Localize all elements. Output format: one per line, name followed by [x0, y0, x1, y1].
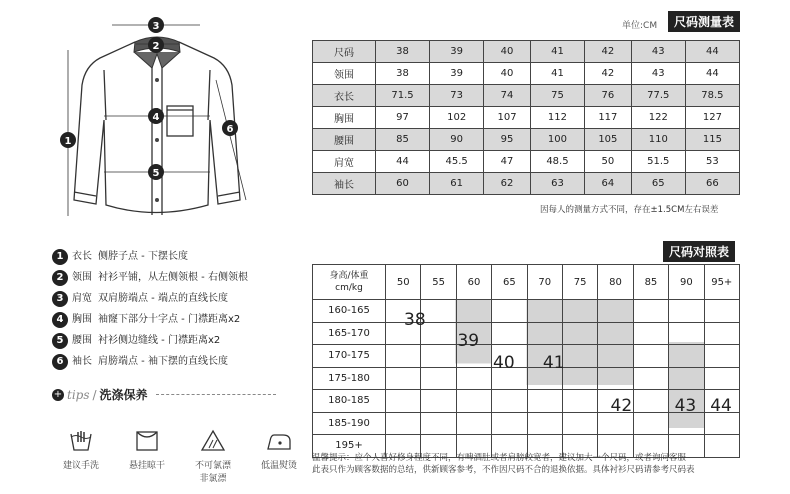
- cell: 61: [430, 173, 484, 195]
- height-label: 165-170: [313, 322, 386, 345]
- legend-item: [52, 351, 248, 372]
- size-cell: [704, 322, 739, 345]
- size-cell: [421, 390, 456, 413]
- size-label: 41: [542, 352, 565, 373]
- size-cell: [633, 367, 668, 390]
- care-label: 悬挂晾干: [128, 461, 165, 471]
- number-badge: 6: [52, 354, 68, 370]
- tips-sep: /: [92, 387, 97, 402]
- number-badge: 1: [52, 249, 68, 265]
- size-cell: [386, 367, 421, 390]
- cell: 71.5: [376, 85, 430, 107]
- cell: 64: [585, 173, 632, 195]
- care-item: [256, 428, 302, 484]
- number-badge: 2: [52, 270, 68, 286]
- cell: 42: [585, 41, 632, 63]
- size-cell: [421, 300, 456, 323]
- legend-desc: 双肩膀端点 - 端点的直线长度: [98, 293, 228, 304]
- corner-line1: 身高/体重: [329, 271, 369, 281]
- legend-desc: 袖窿下部分十字点 - 门襟距离x2: [98, 314, 241, 325]
- size-cell: [633, 390, 668, 413]
- care-label: 低温熨烫: [260, 461, 297, 471]
- row-label: 胸围: [313, 107, 376, 129]
- measure-row: [313, 107, 740, 129]
- hang-dry-icon: [134, 428, 160, 458]
- cell: 39: [430, 63, 484, 85]
- legend-name: 肩宽: [72, 293, 92, 304]
- row-label: 腰围: [313, 129, 376, 151]
- row-label: 衣长: [313, 85, 376, 107]
- unit-label: 单位:CM: [622, 21, 658, 31]
- size-cell: [492, 300, 527, 323]
- size-cell: [386, 345, 421, 368]
- size-cell: [421, 412, 456, 435]
- marker-4: 4: [152, 112, 160, 123]
- cell: 41: [530, 41, 584, 63]
- legend-name: 腰围: [72, 335, 92, 346]
- size-cell: [633, 345, 668, 368]
- size-cell: [562, 300, 597, 323]
- care-label: 建议手洗: [62, 461, 99, 471]
- size-cell: [456, 300, 491, 323]
- size-cell: [669, 300, 704, 323]
- weight-header: 50: [386, 265, 421, 300]
- size-cell: [527, 322, 562, 345]
- weight-header: 95+: [704, 265, 739, 300]
- size-cell: [421, 345, 456, 368]
- measure-row: [313, 173, 740, 195]
- size-cell: [492, 390, 527, 413]
- weight-header: 90: [669, 265, 704, 300]
- low-iron-icon: [266, 428, 292, 458]
- size-cell: [633, 322, 668, 345]
- size-cell: [421, 322, 456, 345]
- legend-item: [52, 309, 248, 330]
- measure-row: [313, 41, 740, 63]
- legend-desc: 肩膀端点 - 袖下摆的直线长度: [98, 356, 228, 367]
- cell: 78.5: [685, 85, 739, 107]
- cell: 43: [631, 63, 685, 85]
- size-cell: [704, 367, 739, 390]
- legend-name: 袖长: [72, 356, 92, 367]
- legend-item: [52, 330, 248, 351]
- size-cell: [598, 300, 633, 323]
- weight-header: 65: [492, 265, 527, 300]
- size-label: 44: [710, 395, 732, 416]
- row-label: 尺码: [313, 41, 376, 63]
- cell: 39: [430, 41, 484, 63]
- care-item: [190, 428, 236, 484]
- cell: 102: [430, 107, 484, 129]
- footnote-line1: 温馨提示：应个人喜好修身程度不同，有啤酒肚或者肩膀较宽者，建议加大一个尺码，或者询问客服: [312, 453, 687, 463]
- cell: 41: [530, 63, 584, 85]
- size-cell: [562, 367, 597, 390]
- cell: 127: [685, 107, 739, 129]
- size-table: [312, 264, 740, 458]
- size-label: 42: [610, 395, 633, 416]
- height-label: 180-185: [313, 390, 386, 413]
- care-item: [124, 428, 170, 484]
- legend-desc: 衬衫侧边缝线 - 门襟距离x2: [98, 335, 221, 346]
- size-label: 39: [457, 331, 480, 352]
- number-badge: 5: [52, 333, 68, 349]
- weight-header: 85: [633, 265, 668, 300]
- shirt-diagram: [40, 10, 280, 235]
- size-cell: [669, 367, 704, 390]
- height-row: [313, 300, 740, 323]
- footnote-line2: 此表只作为顾客数据的总结，供新顾客参考，不作因尺码不合的退换依据。具体衬衫尺码请参考尺码表: [312, 465, 695, 475]
- row-label: 肩宽: [313, 151, 376, 173]
- cell: 75: [530, 85, 584, 107]
- height-label: 160-165: [313, 300, 386, 323]
- cell: 40: [484, 63, 531, 85]
- marker-5: 5: [152, 168, 160, 179]
- cell: 74: [484, 85, 531, 107]
- size-cell: [456, 412, 491, 435]
- cell: 62: [484, 173, 531, 195]
- cell: 112: [530, 107, 584, 129]
- cell: 77.5: [631, 85, 685, 107]
- cell: 42: [585, 63, 632, 85]
- legend-name: 衣长: [72, 251, 92, 262]
- size-cell: [527, 300, 562, 323]
- size-cell: [704, 345, 739, 368]
- height-label: 175-180: [313, 367, 386, 390]
- size-cell: [421, 367, 456, 390]
- footnote: [312, 452, 695, 476]
- cell: 76: [585, 85, 632, 107]
- tips-prefix: tips: [67, 387, 90, 402]
- size-cell: [386, 390, 421, 413]
- measure-row: [313, 85, 740, 107]
- cell: 63: [530, 173, 584, 195]
- cell: 107: [484, 107, 531, 129]
- weight-header: 55: [421, 265, 456, 300]
- cell: 73: [430, 85, 484, 107]
- size-cell: [598, 322, 633, 345]
- size-cell: [527, 412, 562, 435]
- number-badge: 3: [52, 291, 68, 307]
- cell: 117: [585, 107, 632, 129]
- no-bleach-icon: [200, 428, 226, 458]
- legend-name: 领围: [72, 272, 92, 283]
- measure-table: [312, 40, 740, 195]
- cell: 45.5: [430, 151, 484, 173]
- size-label: 40: [493, 352, 515, 373]
- measure-row: [313, 63, 740, 85]
- size-cell: [456, 367, 491, 390]
- legend-desc: 侧脖子点 - 下摆长度: [98, 251, 188, 262]
- height-label: 195+: [313, 435, 386, 458]
- row-label: 领围: [313, 63, 376, 85]
- size-table-title: 尺码对照表: [663, 241, 735, 262]
- cell: 44: [685, 63, 739, 85]
- cell: 97: [376, 107, 430, 129]
- care-item: [58, 428, 104, 484]
- weight-header: 75: [562, 265, 597, 300]
- cell: 38: [376, 41, 430, 63]
- height-label: 185-190: [313, 412, 386, 435]
- size-cell: [562, 345, 597, 368]
- size-cell: [598, 345, 633, 368]
- size-cell: [492, 412, 527, 435]
- cell: 110: [631, 129, 685, 151]
- cell: 38: [376, 63, 430, 85]
- measure-note: 因每人的测量方式不同，存在±1.5CM左右误差: [540, 205, 719, 215]
- size-cell: [669, 322, 704, 345]
- size-label: 38: [404, 309, 426, 330]
- size-cell: [633, 300, 668, 323]
- cell: 100: [530, 129, 584, 151]
- cell: 60: [376, 173, 430, 195]
- cell: 65: [631, 173, 685, 195]
- cell: 50: [585, 151, 632, 173]
- height-row: [313, 367, 740, 390]
- height-row: [313, 322, 740, 345]
- tips-divider: [156, 394, 276, 395]
- cell: 47: [484, 151, 531, 173]
- measure-row: [313, 129, 740, 151]
- legend: [52, 246, 248, 372]
- size-header-row: [313, 265, 740, 300]
- cell: 66: [685, 173, 739, 195]
- corner-cell: [313, 265, 386, 300]
- corner-line2: cm/kg: [335, 283, 363, 293]
- size-cell: [562, 412, 597, 435]
- cell: 44: [685, 41, 739, 63]
- cell: 122: [631, 107, 685, 129]
- legend-item: [52, 246, 248, 267]
- cell: 115: [685, 129, 739, 151]
- size-cell: [704, 300, 739, 323]
- size-cell: [562, 322, 597, 345]
- measure-row: [313, 151, 740, 173]
- size-cell: [492, 322, 527, 345]
- marker-1: 1: [64, 136, 72, 147]
- size-cell: [633, 412, 668, 435]
- plus-icon: +: [53, 388, 63, 400]
- weight-header: 60: [456, 265, 491, 300]
- cell: 43: [631, 41, 685, 63]
- legend-name: 胸围: [72, 314, 92, 325]
- size-cell: [704, 435, 739, 458]
- care-label-2: 非氯漂: [199, 474, 227, 484]
- cell: 95: [484, 129, 531, 151]
- cell: 53: [685, 151, 739, 173]
- marker-6: 6: [226, 124, 234, 135]
- hand-wash-icon: [68, 428, 94, 458]
- legend-item: [52, 288, 248, 309]
- legend-desc: 衬衫平铺，从左侧领根 - 右侧领根: [98, 272, 248, 283]
- size-cell: [669, 345, 704, 368]
- height-row: [313, 345, 740, 368]
- marker-3: 3: [152, 21, 160, 32]
- number-badge: 4: [52, 312, 68, 328]
- tips-title: 洗涤保养: [99, 388, 148, 402]
- care-label: 不可氯漂: [194, 461, 231, 471]
- measure-table-title: 尺码测量表: [668, 11, 740, 32]
- size-cell: [562, 390, 597, 413]
- size-cell: [456, 390, 491, 413]
- size-table-area: [312, 264, 740, 452]
- cell: 48.5: [530, 151, 584, 173]
- marker-2: 2: [152, 41, 160, 52]
- cell: 85: [376, 129, 430, 151]
- size-label: 43: [674, 395, 697, 416]
- size-cell: [527, 390, 562, 413]
- size-cell: [598, 367, 633, 390]
- cell: 51.5: [631, 151, 685, 173]
- weight-header: 80: [598, 265, 633, 300]
- height-label: 170-175: [313, 345, 386, 368]
- size-cell: [386, 412, 421, 435]
- legend-item: [52, 267, 248, 288]
- row-label: 袖长: [313, 173, 376, 195]
- care-icons: [58, 428, 302, 484]
- cell: 40: [484, 41, 531, 63]
- cell: 44: [376, 151, 430, 173]
- weight-header: 70: [527, 265, 562, 300]
- cell: 90: [430, 129, 484, 151]
- cell: 105: [585, 129, 632, 151]
- tips-header: [52, 386, 276, 403]
